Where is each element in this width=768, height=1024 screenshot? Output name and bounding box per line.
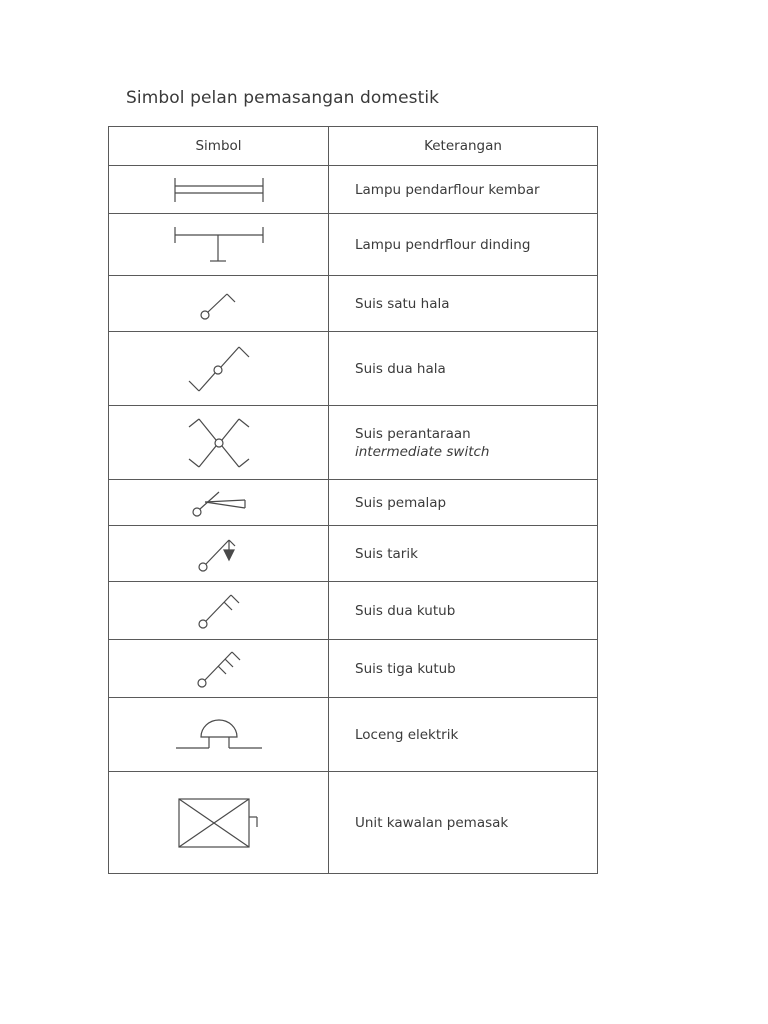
description-label: Suis tarik	[355, 545, 418, 562]
double-pole-switch-icon	[197, 591, 241, 631]
symbol-cell	[109, 406, 329, 480]
table-row	[109, 332, 598, 406]
symbol-cell	[109, 772, 329, 874]
description-label: Suis perantaraan	[355, 425, 471, 442]
symbol-cell	[109, 480, 329, 526]
description-cell	[329, 480, 598, 526]
table-row	[109, 640, 598, 698]
pull-switch-icon	[197, 534, 241, 574]
description-cell	[329, 640, 598, 698]
symbol-cell	[109, 640, 329, 698]
table-row	[109, 406, 598, 480]
description-label: Lampu pendarflour kembar	[355, 181, 540, 198]
electric-bell-icon	[175, 718, 263, 752]
triple-pole-switch-icon	[196, 648, 242, 690]
description-label: Lampu pendrflour dinding	[355, 236, 531, 253]
symbol-cell	[109, 214, 329, 276]
symbol-cell	[109, 698, 329, 772]
table-row	[109, 772, 598, 874]
table-row	[109, 214, 598, 276]
symbol-cell	[109, 526, 329, 582]
table-row	[109, 276, 598, 332]
description-label: Loceng elektrik	[355, 726, 459, 743]
description-label: Suis dua hala	[355, 360, 446, 377]
description-label: Suis tiga kutub	[355, 660, 456, 677]
page-title: Simbol pelan pemasangan domestik	[126, 88, 440, 108]
symbol-cell	[109, 166, 329, 214]
description-cell	[329, 582, 598, 640]
description-cell	[329, 406, 598, 480]
symbol-cell	[109, 582, 329, 640]
description-label: Suis satu hala	[355, 295, 450, 312]
symbol-table	[108, 126, 598, 874]
wall-fluorescent-lamp-icon	[174, 225, 264, 265]
table-row	[109, 698, 598, 772]
description-sublabel: intermediate switch	[355, 443, 490, 460]
header-description: Keterangan	[329, 127, 598, 166]
cooker-control-unit-icon	[177, 797, 261, 849]
header-symbol: Simbol	[109, 127, 329, 166]
table-header-row	[109, 127, 598, 166]
twin-fluorescent-lamp-icon	[174, 175, 264, 205]
description-label: Unit kawalan pemasak	[355, 814, 509, 831]
two-way-switch-icon	[187, 343, 251, 395]
description-cell	[329, 772, 598, 874]
description-cell	[329, 526, 598, 582]
description-cell	[329, 698, 598, 772]
symbol-cell	[109, 332, 329, 406]
description-cell	[329, 166, 598, 214]
dimmer-switch-icon	[191, 488, 247, 518]
one-way-switch-icon	[199, 286, 239, 322]
description-cell	[329, 276, 598, 332]
description-label: Suis pemalap	[355, 494, 447, 511]
table-row	[109, 480, 598, 526]
table-row	[109, 166, 598, 214]
table-row	[109, 582, 598, 640]
table-row	[109, 526, 598, 582]
description-cell	[329, 332, 598, 406]
description-label: Suis dua kutub	[355, 602, 456, 619]
symbol-cell	[109, 276, 329, 332]
intermediate-switch-icon	[186, 417, 252, 469]
description-cell	[329, 214, 598, 276]
